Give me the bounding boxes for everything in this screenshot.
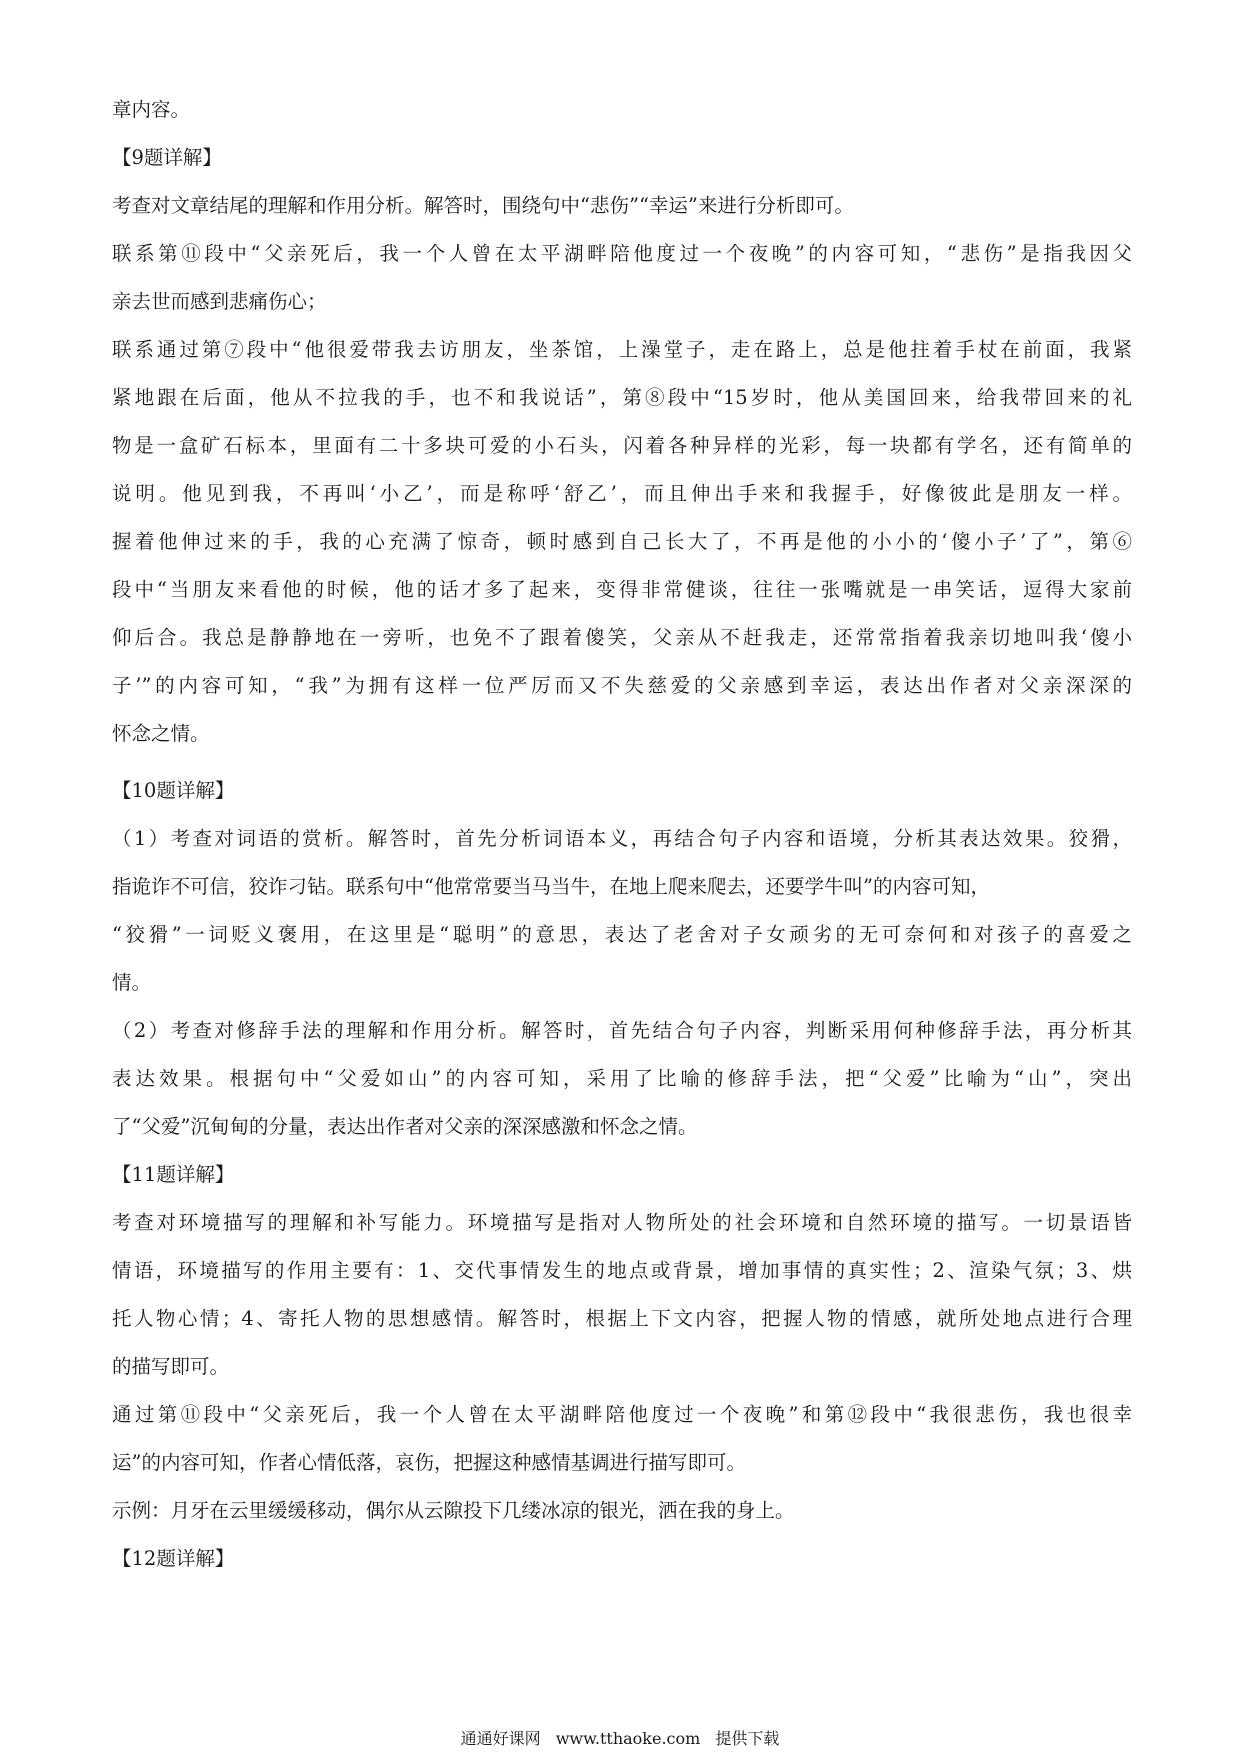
text-line: 指诡诈不可信，狡诈刁钻。联系句中“他常常要当马当牛，在地上爬来爬去，还要学牛叫”的内容可知，	[112, 875, 990, 898]
text-line: 运”的内容可知，作者心情低落，哀伤，把握这种感情基调进行描写即可。	[112, 1451, 746, 1474]
text-line: 仰后合。我总是静静地在一旁听，也免不了跟着傻笑，父亲从不赶我走，还常常指着我亲切地叫我‘傻小	[112, 626, 1132, 649]
page-footer	[0, 1728, 1240, 1750]
text-line: 了“父爱”沉甸甸的分量，表达出作者对父亲的深深感激和怀念之情。	[112, 1115, 698, 1138]
text-line: （2）考查对修辞手法的理解和作用分析。解答时，首先结合句子内容，判断采用何种修辞手法，再分析其	[112, 1019, 1132, 1042]
text-line: 表达效果。根据句中“父爱如山”的内容可知，采用了比喻的修辞手法，把“父爱”比喻为“山”，突出	[112, 1067, 1132, 1090]
text-line: 物是一盒矿石标本，里面有二十多块可爱的小石头，闪着各种异样的光彩，每一块都有学名，还有简单的	[112, 434, 1132, 457]
section-heading: 【12题详解】	[112, 1547, 235, 1570]
section-heading: 【9题详解】	[112, 146, 222, 169]
text-line: 联系第⑪段中“父亲死后，我一个人曾在太平湖畔陪他度过一个夜晚”的内容可知，“悲伤”是指我因父	[112, 242, 1132, 265]
text-line: 段中“当朋友来看他的时候，他的话才多了起来，变得非常健谈，往往一张嘴就是一串笑话，逗得大家前	[112, 578, 1132, 601]
text-line: 亲去世而感到悲痛伤心；	[112, 290, 327, 313]
text-line: 托人物心情；4、寄托人物的思想感情。解答时，根据上下文内容，把握人物的情感，就所处地点进行合理	[112, 1307, 1132, 1330]
text-line: 情。	[112, 971, 152, 994]
text-line: “狡猾”一词贬义褒用，在这里是“聪明”的意思，表达了老舍对子女顽劣的无可奈何和对孩子的喜爱之	[112, 923, 1132, 946]
text-line: 章内容。	[112, 98, 191, 121]
text-line: 情语，环境描写的作用主要有：1、交代事情发生的地点或背景，增加事情的真实性；2、渲染气氛；3、烘	[112, 1259, 1132, 1282]
text-line: 握着他伸过来的手，我的心充满了惊奇，顿时感到自己长大了，不再是他的小小的‘傻小子’了”，第⑥	[112, 530, 1132, 553]
text-line: （1）考查对词语的赏析。解答时，首先分析词语本义，再结合句子内容和语境，分析其表达效果。狡猾，	[112, 827, 1132, 850]
text-line: 子’”的内容可知，“我”为拥有这样一位严厉而又不失慈爱的父亲感到幸运，表达出作者对父亲深深的	[112, 674, 1132, 697]
document-body	[112, 92, 1132, 1589]
footer-url: www.tthaoke.com	[555, 1729, 701, 1748]
example-line: 示例：月牙在云里缓缓移动，偶尔从云隙投下几缕冰凉的银光，洒在我的身上。	[112, 1499, 795, 1522]
footer-site-name: 通通好课网	[460, 1729, 541, 1748]
text-line: 说明。他见到我，不再叫‘小乙’，而是称呼‘舒乙’，而且伸出手来和我握手，好像彼此是朋友一样。	[112, 482, 1132, 505]
text-line: 通过第⑪段中“父亲死后，我一个人曾在太平湖畔陪他度过一个夜晚”和第⑫段中“我很悲伤，我也很幸	[112, 1403, 1132, 1426]
footer-suffix: 提供下载	[715, 1729, 780, 1748]
section-heading: 【10题详解】	[112, 779, 235, 802]
text-line: 考查对文章结尾的理解和作用分析。解答时，围绕句中“悲伤”“幸运”来进行分析即可。	[112, 194, 854, 217]
text-line: 紧地跟在后面，他从不拉我的手，也不和我说话”，第⑧段中“15岁时，他从美国回来，给我带回来的礼	[112, 386, 1132, 409]
section-heading: 【11题详解】	[112, 1163, 235, 1186]
text-line: 的描写即可。	[112, 1355, 230, 1378]
text-line: 怀念之情。	[112, 722, 210, 745]
text-line: 联系通过第⑦段中“他很爱带我去访朋友，坐茶馆，上澡堂子，走在路上，总是他拄着手杖在前面，我紧	[112, 338, 1132, 361]
text-line: 考查对环境描写的理解和补写能力。环境描写是指对人物所处的社会环境和自然环境的描写。一切景语皆	[112, 1211, 1132, 1234]
